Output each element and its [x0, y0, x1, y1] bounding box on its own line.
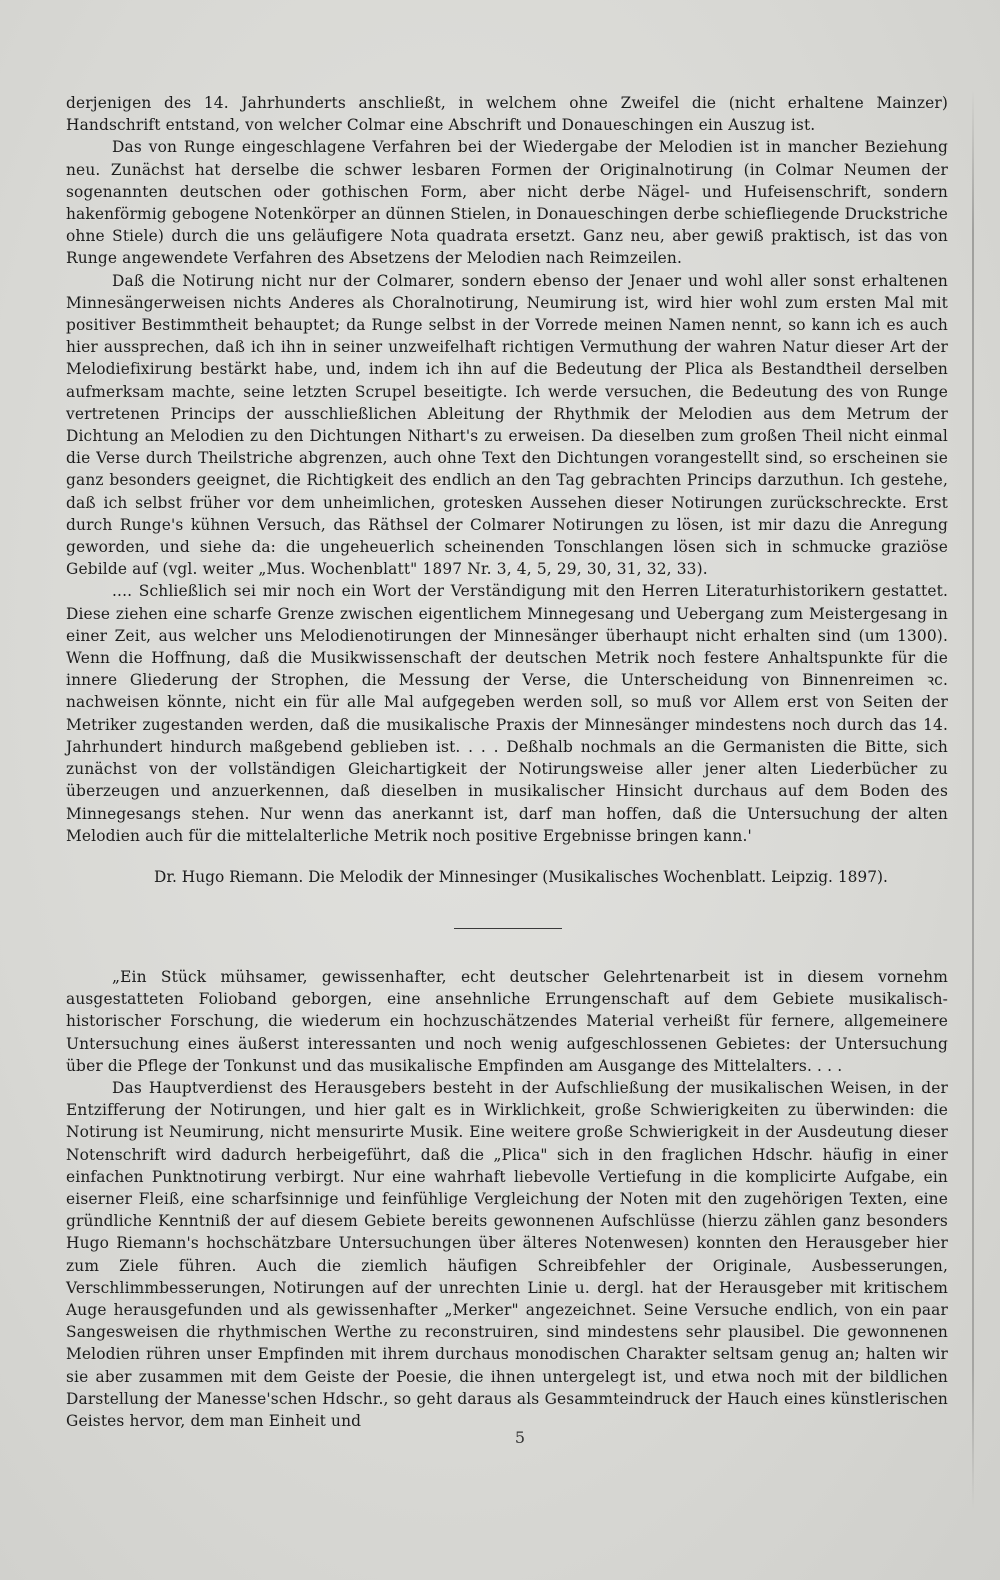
- paragraph: Das Hauptverdienst des Herausgebers besteht in der Aufschließung der musikalischen Weisen, in der Entzifferung der Notirungen, und hier galt es in Wirklichkeit, große Schwierigkeiten zu überwinden: die Notirung ist Neumirung, nicht mensurirte Musik. Eine weitere große Schwierigkeit in der Ausdeutung dieser Notenschrift wird dadurch herbeigeführt, daß die „Plica" sich in den fraglichen Hdschr. häufig in einer einfachen Punktnotirung verbirgt. Nur eine wahrhaft liebevolle Vertiefung in die komplicirte Aufgabe, ein eiserner Fleiß, eine scharfsinnige und feinfühlige Vergleichung der Noten mit den zugehörigen Texten, eine gründliche Kenntniß der auf diesem Gebiete bereits gewonnenen Aufschlüsse (hierzu zählen ganz besonders Hugo Riemann's hochschätzbare Untersuchungen über älteres Notenwesen) konnten den Herausgeber hier zum Ziele führen. Auch die ziemlich häufigen Schreibfehler der Originale, Ausbesserungen, Verschlimmbesserungen, Notirungen auf der unrechten Linie u. dergl. hat der Herausgeber mit kritischem Auge herausgefunden und als gewissenhafter „Merker" angezeichnet. Seine Versuche endlich, von ein paar Sangesweisen die rhythmischen Werthe zu reconstruiren, sind mindestens sehr plausibel. Die gewonnenen Melodien rühren unser Empfinden mit ihrem durchaus monodischen Charakter seltsam genug an; halten wir sie aber zusammen mit dem Geiste der Poesie, die ihnen untergelegt ist, und etwa noch mit der bildlichen Darstellung der Manesse'schen Hdschr., so geht daraus als Gesammteindruck der Hauch eines künstlerischen Geistes hervor, dem man Einheit und: [66, 1079, 948, 1431]
- paragraph: Das von Runge eingeschlagene Verfahren bei der Wiedergabe der Melodien ist in mancher Beziehung neu. Zunächst hat derselbe die schwer lesbaren Formen der Originalnotirung (in Colmar Neumen der sogenannten deutschen oder gothischen Form, aber nicht derbe Nägel- und Hufeisenschrift, sondern hakenförmig gebogene Notenkörper an dünnen Stielen, in Donaueschingen derbe schiefliegende Druckstriche ohne Stiele) durch die uns geläufigere Nota quadrata ersetzt. Ganz neu, aber gewiß praktisch, ist das von Runge angewendete Verfahren des Absetzens der Melodien nach Reimzeilen.: [66, 138, 948, 268]
- paragraph: derjenigen des 14. Jahrhunderts anschließt, in welchem ohne Zweifel die (nicht erhaltene Mainzer) Handschrift entstand, von welcher Colmar eine Abschrift und Donaueschingen ein Auszug ist.: [66, 94, 948, 135]
- paragraph: Daß die Notirung nicht nur der Colmarer, sondern ebenso der Jenaer und wohl aller sonst erhaltenen Minnesängerweisen nichts Anderes als Choralnotirung, Neumirung ist, wird hier wohl zum ersten Mal mit positiver Bestimmtheit behauptet; da Runge selbst in der Vorrede meinen Namen nennt, so kann ich es auch hier aussprechen, daß ich ihn in seiner unzweifelhaft richtigen Vermuthung der wahren Natur dieser Art der Melodiefixirung bestärkt habe, und, indem ich ihn auf die Bedeutung der Plica als Bestandtheil derselben aufmerksam machte, seine letzten Scrupel beseitigte. Ich werde versuchen, die Bedeutung des von Runge vertretenen Princips der ausschließlichen Ableitung der Rhythmik der Melodien aus dem Metrum der Dichtung an Melodien zu den Dichtungen Nithart's zu erweisen. Da dieselben zum großen Theil nicht einmal die Verse durch Theilstriche abgrenzen, auch ohne Text den Dichtungen vorangestellt sind, so erscheinen sie ganz besonders geeignet, die Richtigkeit des endlich an den Tag gebrachten Princips darzuthun. Ich gestehe, daß ich selbst früher vor dem unheimlichen, grotesken Aussehen dieser Notirungen zurückschreckte. Erst durch Runge's kühnen Versuch, das Räthsel der Colmarer Notirungen zu lösen, ist mir dazu die Anregung geworden, und siehe da: die ungeheuerlich scheinenden Tonschlangen lösen sich in schmucke graziöse Gebilde auf (vgl. weiter „Mus. Wochenblatt" 1897 Nr. 3, 4, 5, 29, 30, 31, 32, 33).: [66, 271, 948, 579]
- paragraph: .... Schließlich sei mir noch ein Wort der Verständigung mit den Herren Literaturhistorikern gestattet. Diese ziehen eine scharfe Grenze zwischen eigentlichem Minnegesang und Uebergang zum Meistergesang in einer Zeit, aus welcher uns Melodienotirungen der Minnesänger überhaupt nicht erhalten sind (um 1300). Wenn die Hoffnung, daß die Musikwissenschaft der deutschen Metrik noch festere Anhaltspunkte für die innere Gliederung der Strophen, die Messung der Verse, die Unterscheidung von Binnenreimen ꝛc. nachweisen könnte, nicht ein für alle Mal aufgegeben werden soll, so muß vor Allem erst von Seiten der Metriker zugestanden werden, daß die musikalische Praxis der Minnesänger mindestens noch durch das 14. Jahrhundert hindurch maßgebend geblieben ist. . . . Deßhalb nochmals an die Germanisten die Bitte, sich zunächst von der vollständigen Gleichartigkeit der Notirungsweise aller jener alten Liederbücher zu überzeugen und anzuerkennen, daß dieselben in musikalischer Hinsicht durchaus auf dem Boden des Minnegesangs stehen. Nur wenn das anerkannt ist, darf man hoffen, daß die Untersuchung der alten Melodien auch für die mittelalterliche Metrik noch positive Ergebnisse bringen kann.': [66, 582, 948, 845]
- section-review-quote: [66, 966, 948, 1432]
- section-divider: [454, 928, 562, 929]
- citation: Dr. Hugo Riemann. Die Melodik der Minnesinger (Musikalisches Wochenblatt. Leipzig. 1897).: [154, 868, 888, 886]
- section-riemann-quote: [66, 92, 948, 862]
- paragraph: „Ein Stück mühsamer, gewissenhafter, echt deutscher Gelehrtenarbeit ist in diesem vornehm ausgestatteten Folioband geborgen, eine ansehnliche Errungenschaft auf dem Gebiete musikalisch-historischer Forschung, die wiederum ein hochzuschätzendes Material verheißt für fernere, allgemeinere Untersuchung eines äußerst interessanten und noch wenig aufgeschlossenen Gebietes: der Untersuchung über die Pflege der Tonkunst und das musikalische Empfinden am Ausgange des Mittelalters. . . .: [66, 968, 948, 1075]
- page-edge-shadow: [972, 90, 974, 1510]
- page-number: 5: [514, 1428, 526, 1447]
